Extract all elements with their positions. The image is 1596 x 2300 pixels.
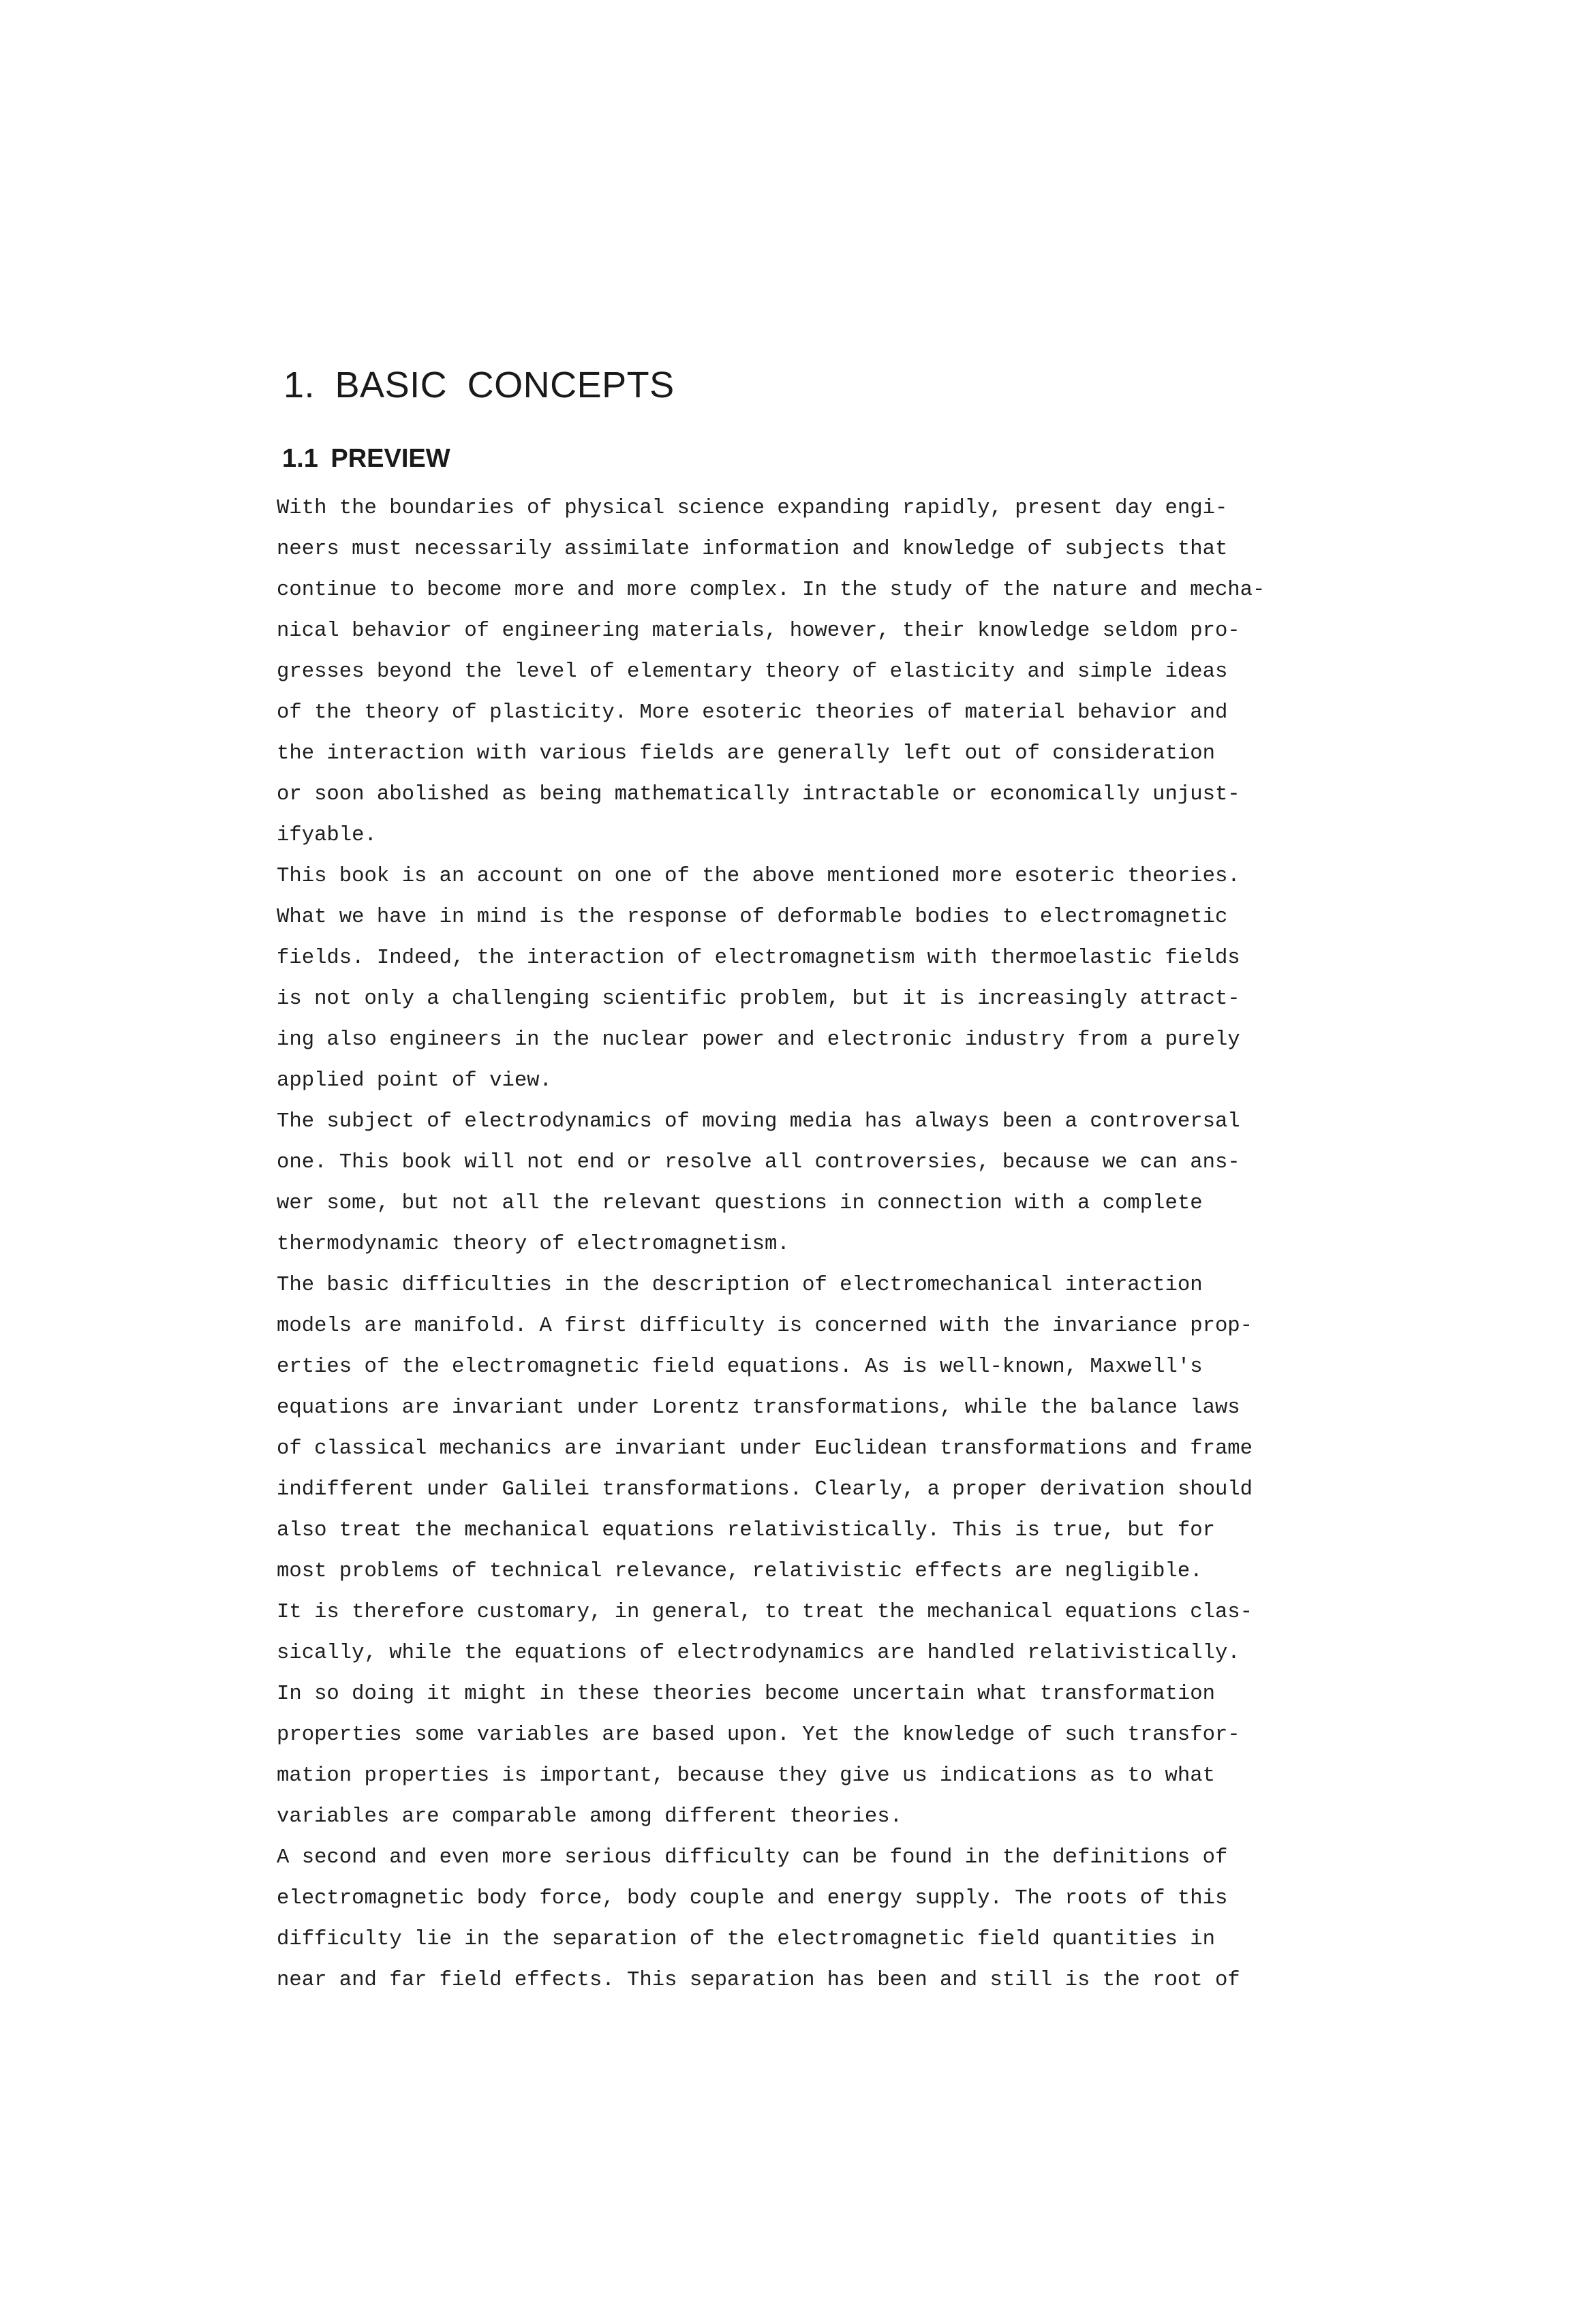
text-line: erties of the electromagnetic field equations. As is well-known, Maxwell's [277, 1355, 1203, 1379]
text-line: sically, while the equations of electrodynamics are handled relativistically. [277, 1642, 1240, 1665]
body-text [277, 488, 1367, 2001]
text-line: What we have in mind is the response of deformable bodies to electromagnetic [277, 906, 1228, 929]
text-line: or soon abolished as being mathematically intractable or economically unjust- [277, 783, 1240, 806]
text-line: The subject of electrodynamics of moving media has always been a controversal [277, 1110, 1240, 1133]
text-line: thermodynamic theory of electromagnetism. [277, 1233, 790, 1256]
text-line: difficulty lie in the separation of the electromagnetic field quantities in [277, 1928, 1215, 1951]
text-line: indifferent under Galilei transformations. Clearly, a proper derivation should [277, 1478, 1253, 1501]
text-line: The basic difficulties in the description of electromechanical interaction [277, 1274, 1203, 1297]
text-line: of the theory of plasticity. More esoteric theories of material behavior and [277, 701, 1228, 724]
text-line: gresses beyond the level of elementary theory of elasticity and simple ideas [277, 660, 1228, 684]
text-line: the interaction with various fields are generally left out of consideration [277, 742, 1215, 765]
text-line: near and far field effects. This separation has been and still is the root of [277, 1969, 1240, 1992]
text-line: also treat the mechanical equations relativistically. This is true, but for [277, 1519, 1215, 1542]
text-line: This book is an account on one of the above mentioned more esoteric theories. [277, 865, 1240, 888]
text-line: electromagnetic body force, body couple and energy supply. The roots of this [277, 1887, 1228, 1910]
text-line: is not only a challenging scientific problem, but it is increasingly attract- [277, 987, 1240, 1011]
text-line: equations are invariant under Lorentz transformations, while the balance laws [277, 1396, 1240, 1420]
text-line: wer some, but not all the relevant questions in connection with a complete [277, 1192, 1203, 1215]
text-line: continue to become more and more complex. In the study of the nature and mecha- [277, 579, 1265, 602]
text-line: neers must necessarily assimilate information and knowledge of subjects that [277, 538, 1228, 561]
text-line: applied point of view. [277, 1069, 552, 1092]
text-line: mation properties is important, because they give us indications as to what [277, 1764, 1215, 1788]
chapter-title: 1. BASIC CONCEPTS [283, 365, 675, 405]
text-line: It is therefore customary, in general, to treat the mechanical equations clas- [277, 1601, 1253, 1624]
text-line: In so doing it might in these theories become uncertain what transformation [277, 1683, 1215, 1706]
text-line: With the boundaries of physical science expanding rapidly, present day engi- [277, 497, 1228, 520]
text-line: ing also engineers in the nuclear power and electronic industry from a purely [277, 1028, 1240, 1052]
text-line: of classical mechanics are invariant under Euclidean transformations and frame [277, 1437, 1253, 1460]
section-title: 1.1 PREVIEW [282, 444, 450, 473]
text-line: models are manifold. A first difficulty is concerned with the invariance prop- [277, 1315, 1253, 1338]
text-line: ifyable. [277, 824, 377, 847]
text-line: variables are comparable among different theories. [277, 1805, 902, 1828]
text-line: most problems of technical relevance, relativistic effects are negligible. [277, 1560, 1203, 1583]
text-line: A second and even more serious difficulty can be found in the definitions of [277, 1846, 1228, 1869]
text-line: fields. Indeed, the interaction of electromagnetism with thermoelastic fields [277, 947, 1240, 970]
text-line: nical behavior of engineering materials, however, their knowledge seldom pro- [277, 619, 1240, 643]
text-line: properties some variables are based upon. Yet the knowledge of such transfor- [277, 1723, 1240, 1747]
text-line: one. This book will not end or resolve all controversies, because we can ans- [277, 1151, 1240, 1174]
